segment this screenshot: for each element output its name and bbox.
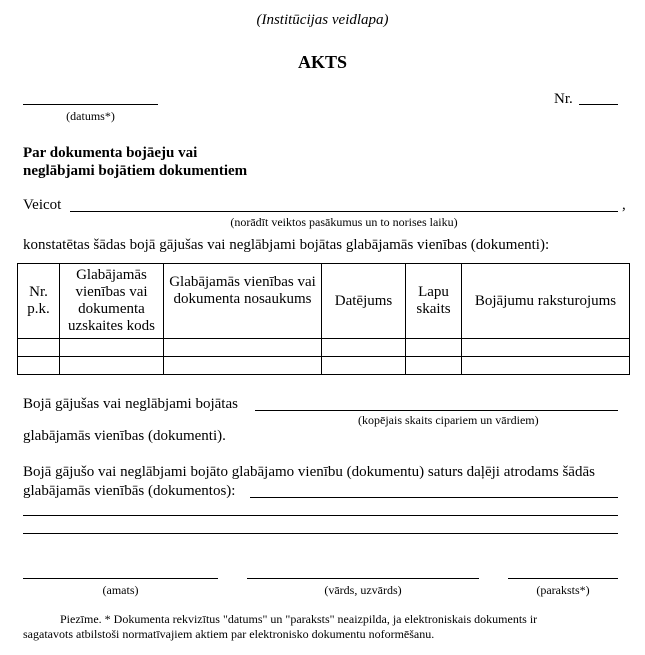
total-label: Bojā gājušas vai neglābjami bojātas	[23, 396, 238, 412]
established-text: konstatētas šādas bojā gājušas vai neglābjami bojātas glabājamās vienības (dokumenti):	[23, 237, 550, 253]
table-cell[interactable]	[406, 339, 462, 357]
damaged-documents-table	[17, 263, 630, 375]
conducted-label: Veicot	[23, 197, 62, 213]
table-cell[interactable]	[164, 357, 322, 375]
position-caption: (amats)	[102, 583, 139, 597]
position-field[interactable]	[23, 578, 218, 579]
partial-field-1[interactable]	[250, 497, 618, 498]
form-note: (Institūcijas veidlapa)	[256, 12, 389, 28]
table-header-row	[18, 264, 630, 339]
subject-line-2: neglābjami bojātiem dokumentiem	[23, 163, 248, 179]
date-caption: (datums*)	[66, 109, 115, 123]
note-line-2: sagatavots atbilstoši normatīvajiem aktiem par elektronisko dokumentu noformēšanu.	[23, 627, 435, 641]
table-cell[interactable]	[322, 339, 406, 357]
number-label: Nr.	[554, 91, 573, 107]
name-field[interactable]	[247, 578, 479, 579]
subject-heading	[23, 144, 247, 180]
table-cell[interactable]	[18, 339, 60, 357]
name-caption: (vārds, uzvārds)	[324, 583, 402, 597]
table-cell[interactable]	[462, 357, 630, 375]
table-cell[interactable]	[322, 357, 406, 375]
signature-caption: (paraksts*)	[536, 583, 590, 597]
partial-field-2[interactable]	[23, 515, 618, 516]
table-cell[interactable]	[406, 357, 462, 375]
partial-line-1: Bojā gājušo vai neglābjami bojāto glabājamo vienību (dokumentu) saturs daļēji atrodams šādās	[23, 464, 595, 480]
conducted-caption: (norādīt veiktos pasākumus un to norises laiku)	[230, 215, 458, 229]
header-damage: Bojājumu raksturojums	[462, 264, 630, 339]
table-cell[interactable]	[164, 339, 322, 357]
partial-field-3[interactable]	[23, 533, 618, 534]
total-field[interactable]	[255, 410, 618, 411]
table-cell[interactable]	[462, 339, 630, 357]
subject-line-1: Par dokumenta bojāeju vai	[23, 145, 198, 161]
conducted-comma: ,	[622, 197, 626, 213]
header-pages: Lapu skaits	[406, 264, 462, 339]
header-title: Glabājamās vienības vai dokumenta nosaukums	[164, 264, 322, 339]
table-cell[interactable]	[60, 339, 164, 357]
number-field[interactable]	[579, 104, 618, 105]
header-date: Datējums	[322, 264, 406, 339]
table-row	[18, 339, 630, 357]
total-caption: (kopējais skaits cipariem un vārdiem)	[358, 413, 539, 427]
table-cell[interactable]	[18, 357, 60, 375]
total-suffix: glabājamās vienības (dokumenti).	[23, 428, 226, 444]
document-title: AKTS	[297, 52, 348, 72]
table-row	[18, 357, 630, 375]
header-code: Glabājamās vienības vai dokumenta uzskaites kods	[60, 264, 164, 339]
conducted-field[interactable]	[70, 211, 618, 212]
partial-line-2-label: glabājamās vienībās (dokumentos):	[23, 483, 236, 499]
signature-field[interactable]	[508, 578, 618, 579]
date-field[interactable]	[23, 104, 158, 105]
table-cell[interactable]	[60, 357, 164, 375]
header-nr: Nr. p.k.	[18, 264, 60, 339]
note-line-1: Piezīme. * Dokumenta rekvizītus "datums" un "paraksts" neaizpilda, ja elektroniskais dokuments ir	[60, 612, 538, 626]
